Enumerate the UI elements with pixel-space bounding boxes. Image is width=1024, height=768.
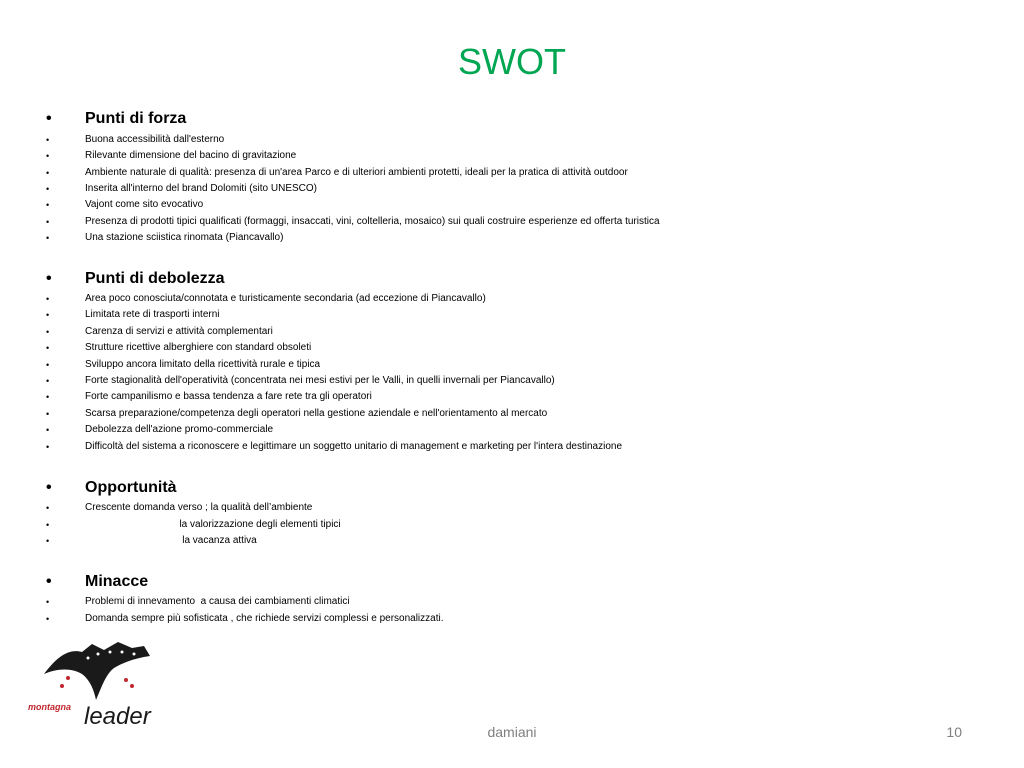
dot (87, 657, 90, 660)
dot (121, 651, 124, 654)
dot (60, 684, 64, 688)
dot (124, 678, 128, 682)
dot (130, 684, 134, 688)
dot (133, 653, 136, 656)
section-heading-text: Punti di debolezza (85, 270, 225, 287)
slide-title: SWOT (458, 41, 566, 82)
bullet: • (46, 573, 52, 590)
page-number: 10 (946, 724, 962, 740)
dot (97, 653, 100, 656)
section-heading-text: Punti di forza (85, 110, 187, 127)
bullet: • (46, 479, 52, 496)
section-heading-text: Opportunità (85, 479, 177, 496)
section-heading-text: Minacce (85, 573, 149, 590)
bullet: • (46, 110, 52, 127)
dot (66, 676, 70, 680)
montagna-leader-logo (26, 640, 176, 732)
logo-text-montagna: montagna (28, 702, 72, 712)
logo-text-leader: leader (84, 703, 151, 730)
footer-author: damiani (487, 724, 537, 740)
dot (109, 651, 112, 654)
bullet: • (46, 270, 52, 287)
mountain-wing-shape (44, 642, 150, 700)
